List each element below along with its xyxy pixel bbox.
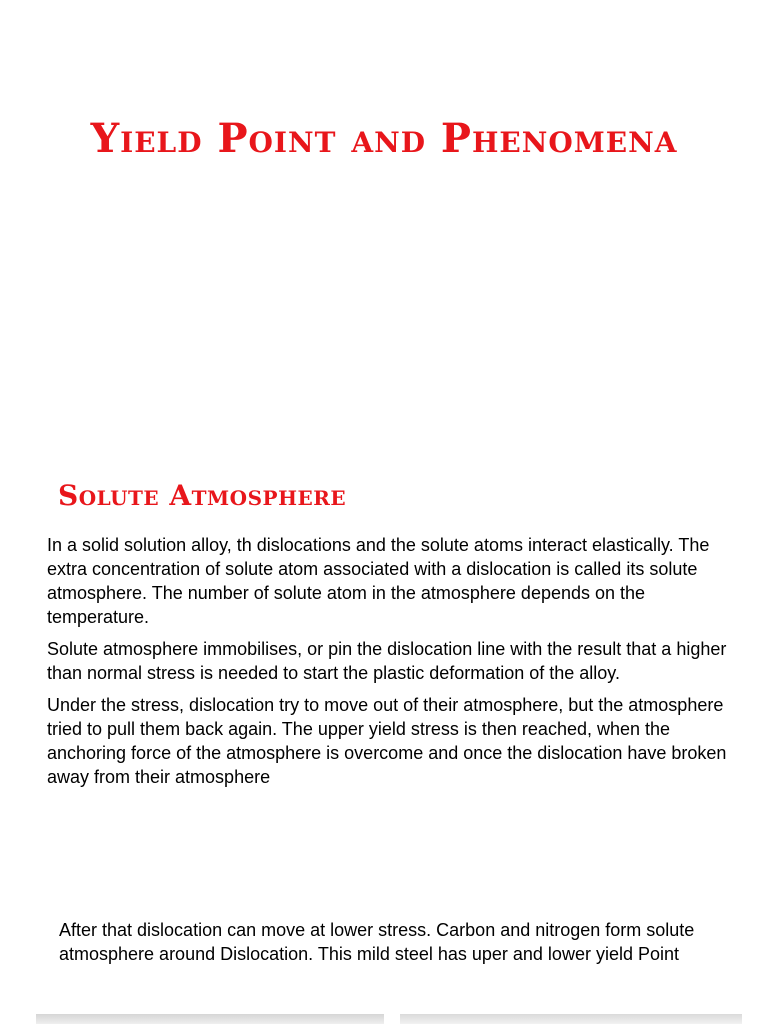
paragraph-pinning: Solute atmosphere immobilises, or pin the dislocation line with the result that a higher than normal stress is needed to start the plastic deformation of the alloy. — [47, 639, 727, 683]
paragraph-solute-definition: In a solid solution alloy, th dislocations and the solute atoms interact elastically. The extra concentration of solute atom associated with a dislocation is called its solute atmosphere. The number of solute atom in the atmosphere depends on the temperature. — [47, 535, 710, 627]
body-text — [47, 533, 747, 797]
paragraph-upper-yield: Under the stress, dislocation try to move out of their atmosphere, but the atmosphere tried to pull them back again. The upper yield stress is then reached, when the anchoring force of the atmosphere is overcome and once the dislocation have broken away from their atmosphere — [47, 695, 727, 787]
figure-right-image — [400, 1014, 742, 1024]
slide-title: Yield Point and Phenomena — [90, 115, 678, 162]
figure-left-image — [36, 1014, 384, 1024]
after-text-block — [59, 918, 749, 966]
section-heading: Solute Atmosphere — [58, 479, 347, 512]
paragraph-lower-stress: After that dislocation can move at lower stress. Carbon and nitrogen form solute atmosphere around Dislocation. This mild steel has uper and lower yield Point — [59, 920, 695, 964]
